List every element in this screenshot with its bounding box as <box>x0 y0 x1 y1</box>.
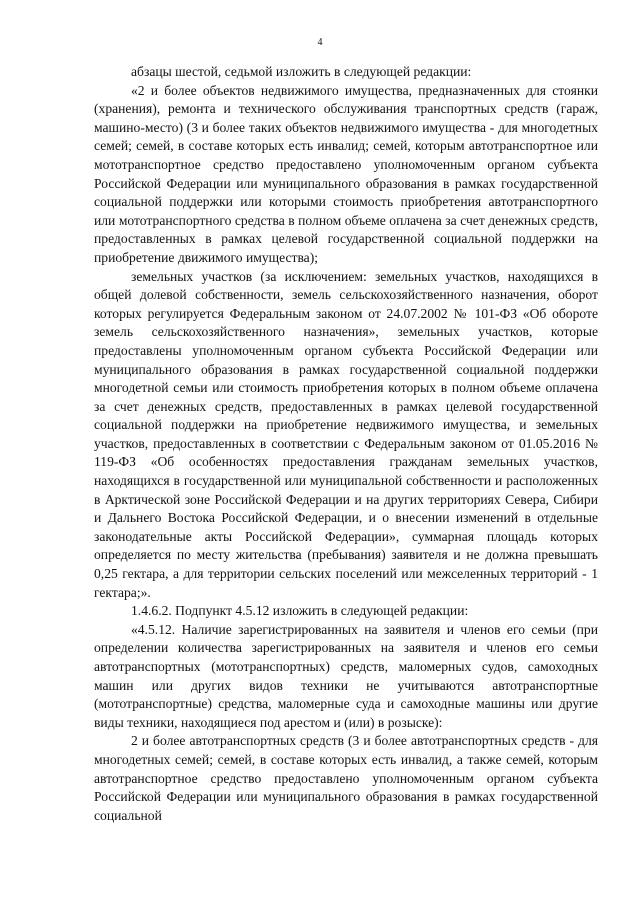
document-body <box>94 63 598 825</box>
paragraph-subclause-4-5-12: «4.5.12. Наличие зарегистрированных на заявителя и членов его семьи (при определении количества зарегистрированных на заявителя и членов его семьи автотранспортных (мототранспортных) средств, маломерных судов, самоходных машин или других видов техники не учитываются автотранспортные (мототранспортные) средства, маломерные суда и самоходные машины или другие виды техники, находящиеся под арестом и (или) в розыске): <box>94 621 598 730</box>
paragraph-subclause-heading: 1.4.6.2. Подпункт 4.5.12 изложить в следующей редакции: <box>131 603 469 619</box>
paragraph-land-plots: земельных участков (за исключением: земельных участков, находящихся в общей долевой собственности, земель сельскохозяйственного назначения, оборот которых регулируется Федеральным законом от 24.07.2002 № 101-ФЗ «Об обороте земель сельскохозяйственного назначения», земельных участков, которые предоставлены уполномоченным органом субъекта Российской Федерации или муниципального образования в рамках государственной социальной поддержки многодетной семьи или стоимость приобретения которых в полном объеме оплачена за счет денежных средств, предоставленных в рамках целевой государственной социальной поддержки на приобретение недвижимого имущества, и земельных участков, предоставленных в соответствии с Федеральным законом от 01.05.2016 № 119-ФЗ «Об особенностях предоставления гражданам земельных участков, находящихся в государственной или муниципальной собственности и расположенных в Арктической зоне Российской Федерации и на других территориях Севера, Сибири и Дальнего Востока Российской Федерации, и о внесении изменений в отдельные законодательные акты Российской Федерации», суммарная площадь которых определяется по месту жительства (пребывания) заявителя и не должна превышать 0,25 гектара, а для территории сельских поселений или межселенных территорий - 1 гектара;». <box>94 268 598 600</box>
paragraph-real-estate: «2 и более объектов недвижимого имущества, предназначенных для стоянки (хранения), ремонта и технического обслуживания транспортных средств (гараж, машино-место) (3 и более таких объектов недвижимого имущества - для многодетных семей; семей, в составе которых есть инвалид; семей, которым автотранспортное или мототранспортное средство предоставлено уполномоченным органом субъекта Российской Федерации или муниципального образования в рамках государственной социальной поддержки или которыми стоимость приобретения автотранспортного или мототранспортного средства в полном объеме оплачена за счет денежных средств, предоставленных в рамках целевой государственной социальной поддержки на приобретение движимого имущества); <box>94 82 598 265</box>
paragraph-vehicles: 2 и более автотранспортных средств (3 и более автотранспортных средств - для многодетных семей; семей, в составе которых есть инвалид, а также семей, которым автотранспортное средство предоставлено уполномоченным органом субъекта Российской Федерации или муниципального образования в рамках государственной социальной <box>94 733 598 823</box>
paragraph-intro: абзацы шестой, седьмой изложить в следующей редакции: <box>131 64 472 79</box>
page-number: 4 <box>317 37 323 48</box>
